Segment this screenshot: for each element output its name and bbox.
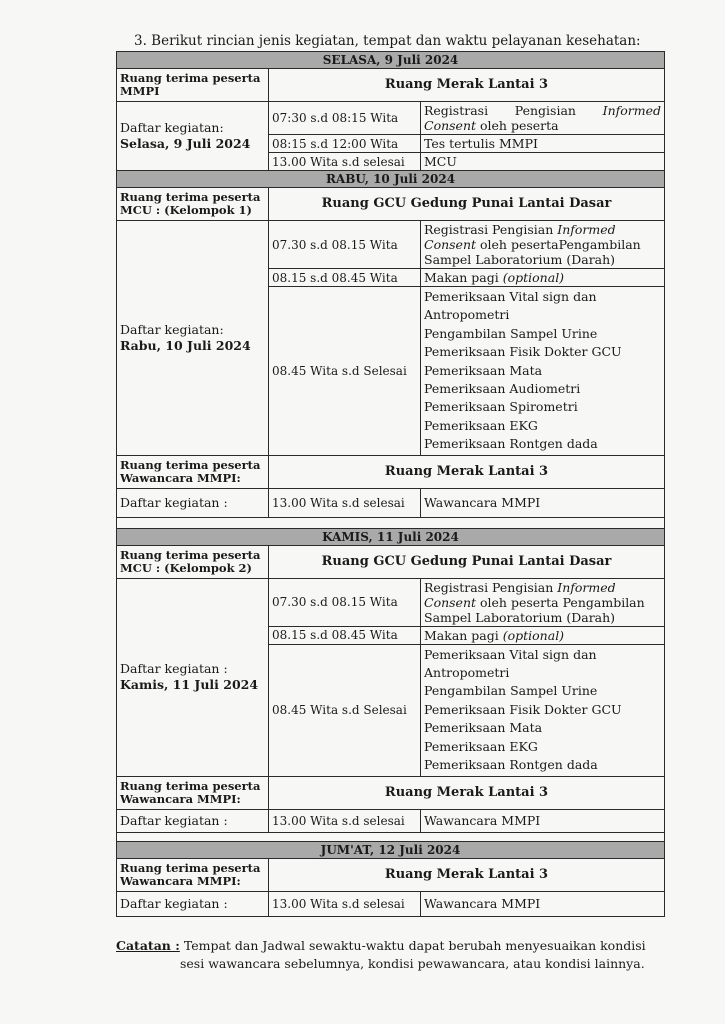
daftar-date: Selasa, 9 Juli 2024: [120, 136, 251, 151]
time-cell: 08.45 Wita s.d Selesai: [269, 644, 421, 776]
daftar-cell: [117, 578, 269, 776]
list-item: Pengambilan Sampel Urine: [424, 683, 598, 699]
time-cell: 13.00 Wita s.d selesai: [269, 488, 421, 517]
list-item: Pemeriksaan EKG: [424, 738, 538, 754]
list-item: Pemeriksaan Rontgen dada: [424, 757, 598, 773]
room-label: Ruang terima peserta MMPI: [117, 69, 269, 102]
time-cell: 07.30 s.d 08.15 Wita: [269, 221, 421, 269]
table-row: [117, 102, 665, 135]
list-item: Antropometri: [424, 665, 510, 681]
room-label: Ruang terima peserta MCU : (Kelompok 2): [117, 545, 269, 578]
activity-cell: Makan pagi (optional): [421, 626, 665, 644]
spacer-row: [117, 832, 665, 841]
room-name: Ruang Merak Lantai 3: [269, 776, 665, 809]
activity-cell: Registrasi Pengisian Informed Consent oleh peserta Pengambilan Sampel Laboratorium (Darah): [421, 578, 665, 626]
time-cell: 08:15 s.d 12:00 Wita: [269, 135, 421, 153]
list-item: Pemeriksaan Mata: [424, 720, 543, 736]
list-item: Pemeriksaan Spirometri: [424, 399, 578, 415]
daftar-cell: [117, 221, 269, 456]
daftar-label: Daftar kegiatan :: [117, 809, 269, 832]
list-item: Pengambilan Sampel Urine: [424, 325, 598, 341]
activity-cell: Registrasi Pengisian Informed Consent oleh peserta: [421, 102, 665, 135]
activity-cell: Registrasi Pengisian Informed Consent oleh pesertaPengambilan Sampel Laboratorium (Darah): [421, 221, 665, 269]
table-row: [117, 221, 665, 269]
day-header-jumat: JUM'AT, 12 Juli 2024: [117, 841, 665, 858]
exam-list: [421, 644, 665, 776]
room-label: Ruang terima peserta Wawancara MMPI:: [117, 776, 269, 809]
daftar-date: Kamis, 11 Juli 2024: [120, 677, 259, 693]
time-cell: 07.30 s.d 08.15 Wita: [269, 578, 421, 626]
room-row-selasa: [117, 69, 665, 102]
room-row-rabu-wawancara: [117, 455, 665, 488]
exam-list: [421, 287, 665, 456]
room-name: Ruang Merak Lantai 3: [269, 858, 665, 891]
daftar-date: Rabu, 10 Juli 2024: [120, 337, 251, 353]
note-label: Catatan :: [116, 938, 180, 953]
time-cell: 08.15 s.d 08.45 Wita: [269, 626, 421, 644]
room-name: Ruang Merak Lantai 3: [269, 455, 665, 488]
spacer-row: [117, 517, 665, 528]
day-header-kamis: KAMIS, 11 Juli 2024: [117, 528, 665, 545]
room-label: Ruang terima peserta Wawancara MMPI:: [117, 858, 269, 891]
list-item: Pemeriksaan Rontgen dada: [424, 436, 598, 452]
time-cell: 13.00 Wita s.d selesai: [269, 809, 421, 832]
room-name: Ruang GCU Gedung Punai Lantai Dasar: [269, 188, 665, 221]
room-label: Ruang terima peserta Wawancara MMPI:: [117, 455, 269, 488]
list-item: Antropometri: [424, 307, 510, 323]
time-cell: 07:30 s.d 08:15 Wita: [269, 102, 421, 135]
daftar-label: Daftar kegiatan :: [117, 488, 269, 517]
list-item: Pemeriksaan Fisik Dokter GCU: [424, 344, 622, 360]
time-cell: 08.45 Wita s.d Selesai: [269, 287, 421, 456]
list-item: Pemeriksaan EKG: [424, 417, 538, 433]
intro-text: 3. Berikut rincian jenis kegiatan, tempat dan waktu pelayanan kesehatan:: [134, 33, 641, 49]
room-row-jumat-wawancara: [117, 858, 665, 891]
time-cell: 08.15 s.d 08.45 Wita: [269, 269, 421, 287]
daftar-label: Daftar kegiatan :: [117, 891, 269, 916]
daftar-cell: [117, 102, 269, 171]
room-row-kamis-wawancara: [117, 776, 665, 809]
daftar-label: Daftar kegiatan :: [120, 661, 228, 677]
day-header-rabu: RABU, 10 Juli 2024: [117, 171, 665, 188]
room-row-rabu: [117, 188, 665, 221]
activity-cell: Wawancara MMPI: [421, 891, 665, 916]
room-name: Ruang GCU Gedung Punai Lantai Dasar: [269, 545, 665, 578]
daftar-label: Daftar kegiatan:: [120, 120, 224, 135]
note-line-1: Tempat dan Jadwal sewaktu-waktu dapat berubah menyesuaikan kondisi: [179, 938, 646, 953]
room-label: Ruang terima peserta MCU : (Kelompok 1): [117, 188, 269, 221]
list-item: Pemeriksaan Audiometri: [424, 381, 581, 397]
footnote: [116, 937, 676, 973]
activity-cell: MCU: [421, 153, 665, 171]
activity-cell: Makan pagi (optional): [421, 269, 665, 287]
list-item: Pemeriksaan Vital sign dan: [424, 289, 597, 304]
time-cell: 13.00 Wita s.d selesai: [269, 153, 421, 171]
table-row: [117, 488, 665, 517]
schedule-table: [116, 51, 665, 917]
room-name: Ruang Merak Lantai 3: [269, 69, 665, 102]
room-row-kamis: [117, 545, 665, 578]
day-header-selasa: SELASA, 9 Juli 2024: [117, 52, 665, 69]
daftar-label: Daftar kegiatan:: [120, 321, 224, 337]
activity-cell: Tes tertulis MMPI: [421, 135, 665, 153]
note-line-2: sesi wawancara sebelumnya, kondisi pewawancara, atau kondisi lainnya.: [180, 956, 645, 971]
list-item: Pemeriksaan Mata: [424, 362, 543, 378]
table-row: [117, 891, 665, 916]
list-item: Pemeriksaan Vital sign dan: [424, 646, 597, 662]
list-item: Pemeriksaan Fisik Dokter GCU: [424, 701, 622, 717]
time-cell: 13.00 Wita s.d selesai: [269, 891, 421, 916]
activity-cell: Wawancara MMPI: [421, 809, 665, 832]
table-row: [117, 578, 665, 626]
activity-cell: Wawancara MMPI: [421, 488, 665, 517]
table-row: [117, 809, 665, 832]
